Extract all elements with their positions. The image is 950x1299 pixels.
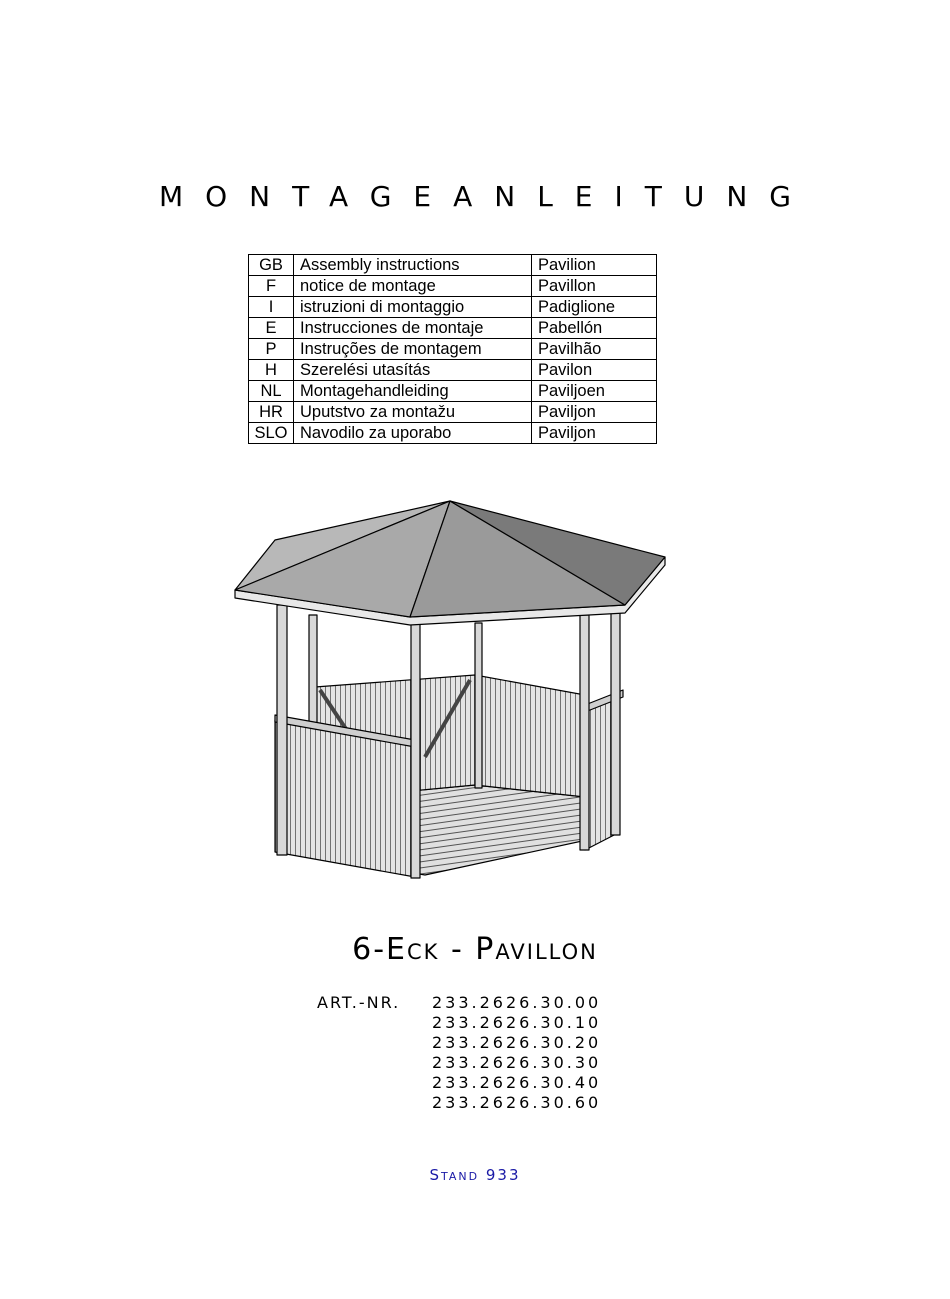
language-code: HR	[249, 402, 294, 423]
language-code: P	[249, 339, 294, 360]
instructions-text: Uputstvo za montažu	[294, 402, 532, 423]
instructions-text: Navodilo za uporabo	[294, 423, 532, 444]
language-code: GB	[249, 255, 294, 276]
table-row	[249, 255, 657, 276]
post	[277, 605, 287, 855]
table-row	[249, 381, 657, 402]
article-number: 233.2626.30.30	[432, 1053, 602, 1072]
language-table	[248, 254, 657, 444]
document-title: MONTAGEANLEITUNG	[158, 180, 813, 213]
product-title: 6-Eck - Pavillon	[352, 932, 598, 967]
article-number-label: ART.-NR.	[317, 993, 401, 1012]
product-name: Padiglione	[532, 297, 657, 318]
table-row	[249, 318, 657, 339]
product-name: Pabellón	[532, 318, 657, 339]
product-name: Paviljoen	[532, 381, 657, 402]
instructions-text: notice de montage	[294, 276, 532, 297]
instructions-text: Szerelési utasítás	[294, 360, 532, 381]
article-number: 233.2626.30.00	[432, 993, 602, 1012]
article-number: 233.2626.30.20	[432, 1033, 602, 1052]
product-name: Pavillon	[532, 276, 657, 297]
article-number-list	[432, 993, 601, 1113]
table-row	[249, 423, 657, 444]
product-name: Paviljon	[532, 423, 657, 444]
post	[611, 613, 620, 835]
language-code: F	[249, 276, 294, 297]
table-row	[249, 297, 657, 318]
product-name: Pavilon	[532, 360, 657, 381]
table-row	[249, 339, 657, 360]
article-number: 233.2626.30.60	[432, 1093, 602, 1112]
post	[580, 615, 589, 850]
table-row	[249, 402, 657, 423]
language-code: SLO	[249, 423, 294, 444]
language-code: E	[249, 318, 294, 339]
language-code: NL	[249, 381, 294, 402]
language-code: H	[249, 360, 294, 381]
instructions-text: Montagehandleiding	[294, 381, 532, 402]
product-name: Pavilion	[532, 255, 657, 276]
post	[411, 620, 420, 878]
instructions-text: istruzioni di montaggio	[294, 297, 532, 318]
article-number: 233.2626.30.40	[432, 1073, 602, 1092]
product-name: Pavilhão	[532, 339, 657, 360]
back-wall-right	[475, 675, 585, 797]
table-row	[249, 276, 657, 297]
post	[475, 623, 482, 788]
instructions-text: Instruções de montagem	[294, 339, 532, 360]
pavilion-illustration	[225, 495, 675, 885]
product-name: Paviljon	[532, 402, 657, 423]
instructions-text: Instrucciones de montaje	[294, 318, 532, 339]
table-row	[249, 360, 657, 381]
instructions-text: Assembly instructions	[294, 255, 532, 276]
language-code: I	[249, 297, 294, 318]
article-number: 233.2626.30.10	[432, 1013, 602, 1032]
stand-version: Stand 933	[429, 1166, 521, 1184]
